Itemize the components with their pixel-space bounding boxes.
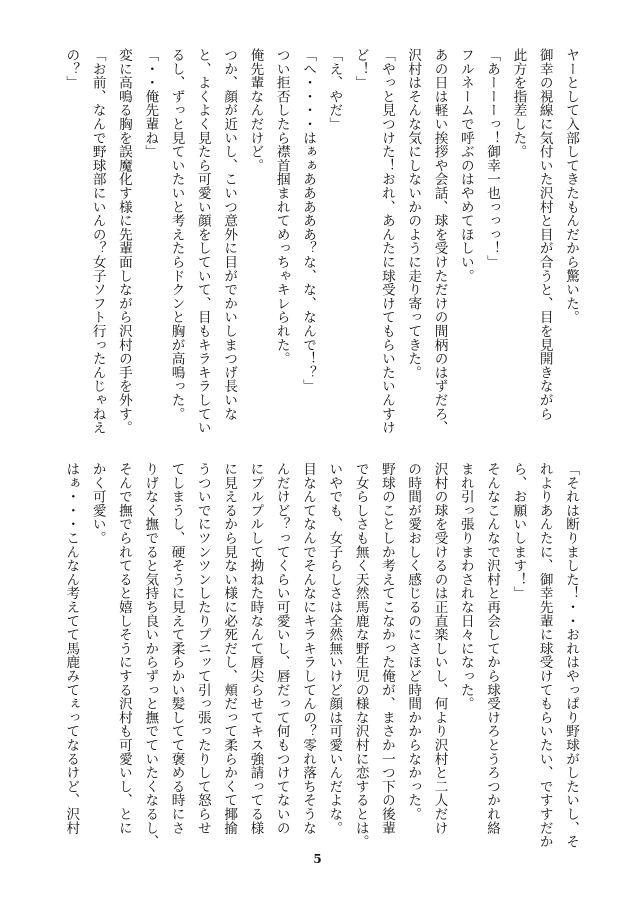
text-line: の？」 xyxy=(63,48,80,90)
text-line: 沢村の球を受けるのは正直楽しいし、何より沢村と二人だけ xyxy=(431,462,448,835)
text-block-top xyxy=(56,48,579,440)
text-line: いやでも、女子らしさは全然無いけど顔は可愛いんだよな。 xyxy=(326,462,343,835)
text-line: りげなく撫でると気持ち良いからずっと撫でていたくなるし、 xyxy=(142,462,159,849)
text-line: れよりあんたに、御幸先輩に球受けてもらいたい、ですすだか xyxy=(536,462,553,849)
text-line: つい拒否したら襟首掴まれてめっちゃキレられた。 xyxy=(273,48,290,366)
text-line: そんで撫でられてると嬉しそうにする沢村も可愛いし、とに xyxy=(115,462,132,835)
text-line: 野球のことしか考えてこなかった俺が、まさか一つ下の後輩 xyxy=(378,462,395,835)
text-line: 「・・俺先輩ね」 xyxy=(142,48,159,159)
text-line: 「お前、なんで野球部にいんの？女子ソフト行ったんじゃねえ xyxy=(89,48,106,435)
text-line: の時間が愛おしく感じるのにさほど時間かからなかった。 xyxy=(405,462,422,821)
text-line: 「え、やだ」 xyxy=(326,48,343,131)
text-line: 変に高鳴る胸を誤魔化す様に先輩面しながら沢村の手を外す。 xyxy=(115,48,132,435)
text-line: で女らしさも無く天然馬鹿な野生児の様な沢村に恋するとは。 xyxy=(352,462,369,849)
text-line: ら、お願いします！」 xyxy=(510,462,527,600)
text-line: るし、ずっと見ていたいと考えたらドクンと胸が高鳴った。 xyxy=(168,48,185,421)
text-line: ヤーとして入部してきたもんだから驚いた。 xyxy=(563,48,579,324)
text-line: と、よくよく見たら可愛い顔をしていて、目もキラキラしてい xyxy=(194,48,211,435)
text-block-bottom xyxy=(56,462,579,848)
text-line: かく可愛い。 xyxy=(89,462,106,545)
page-number: 5 xyxy=(313,852,322,866)
text-line: そんなこんなで沢村と再会してから球受けろとうろつかれ絡 xyxy=(484,462,501,835)
text-line: あの日は軽い挨拶や会話、球を受けただけの間柄のはずだろ、 xyxy=(431,48,448,435)
text-line: つか、顔が近いし、こいつ意外に目がでかいしまつげ長いな xyxy=(221,48,238,421)
text-line: 「へ・・・・はぁぁあああああ？な、な、なんで！？」 xyxy=(300,48,317,393)
text-line: ど！」 xyxy=(352,48,369,90)
text-line: 目なんてなんでそんなにキラキラしてんの？零れ落ちそうな xyxy=(300,462,317,835)
text-line: 「あーーーっ！御幸一也っっっ！」 xyxy=(484,48,501,269)
text-line: にプルプルして拗ねた時なんて唇尖らせてキス強請ってる様 xyxy=(247,462,264,835)
text-line: うついでにツンツンしたりプニッて引っ張ったりして怒らせ xyxy=(194,462,211,835)
text-line: 「それは断りました！・・おれはやっぱり野球がしたいし、そ xyxy=(563,462,579,849)
text-line: フルネームで呼ぶのはやめてほしい。 xyxy=(457,48,474,283)
text-line: 沢村はそんな気にしないかのように走り寄ってきた。 xyxy=(405,48,422,380)
text-line: んだけど？ってくらい可愛いし、唇だって何もつけてないの xyxy=(273,462,290,835)
text-line: まれ引っ張りまわされな日々になった。 xyxy=(457,462,474,711)
text-line: に見えるから見ない様に必死だし、頬だって柔らかくて揶揄 xyxy=(221,462,238,835)
text-line: 俺先輩なんだけど。 xyxy=(247,48,264,173)
text-line: 御幸の視線に気付いた沢村と目が合うと、目を見開きながら xyxy=(536,48,553,421)
text-line: はぁ・・・こんなん考えてて馬鹿みてぇってなるけど、沢村 xyxy=(63,462,80,835)
text-line: てしまうし、硬そうに見えて柔らかい髪してて褒める時にさ xyxy=(168,462,185,835)
text-line: 此方を指差した。 xyxy=(510,48,527,159)
text-line: 「やっと見つけた！おれ、あんたに球受けてもらいたいんすけ xyxy=(378,48,395,435)
